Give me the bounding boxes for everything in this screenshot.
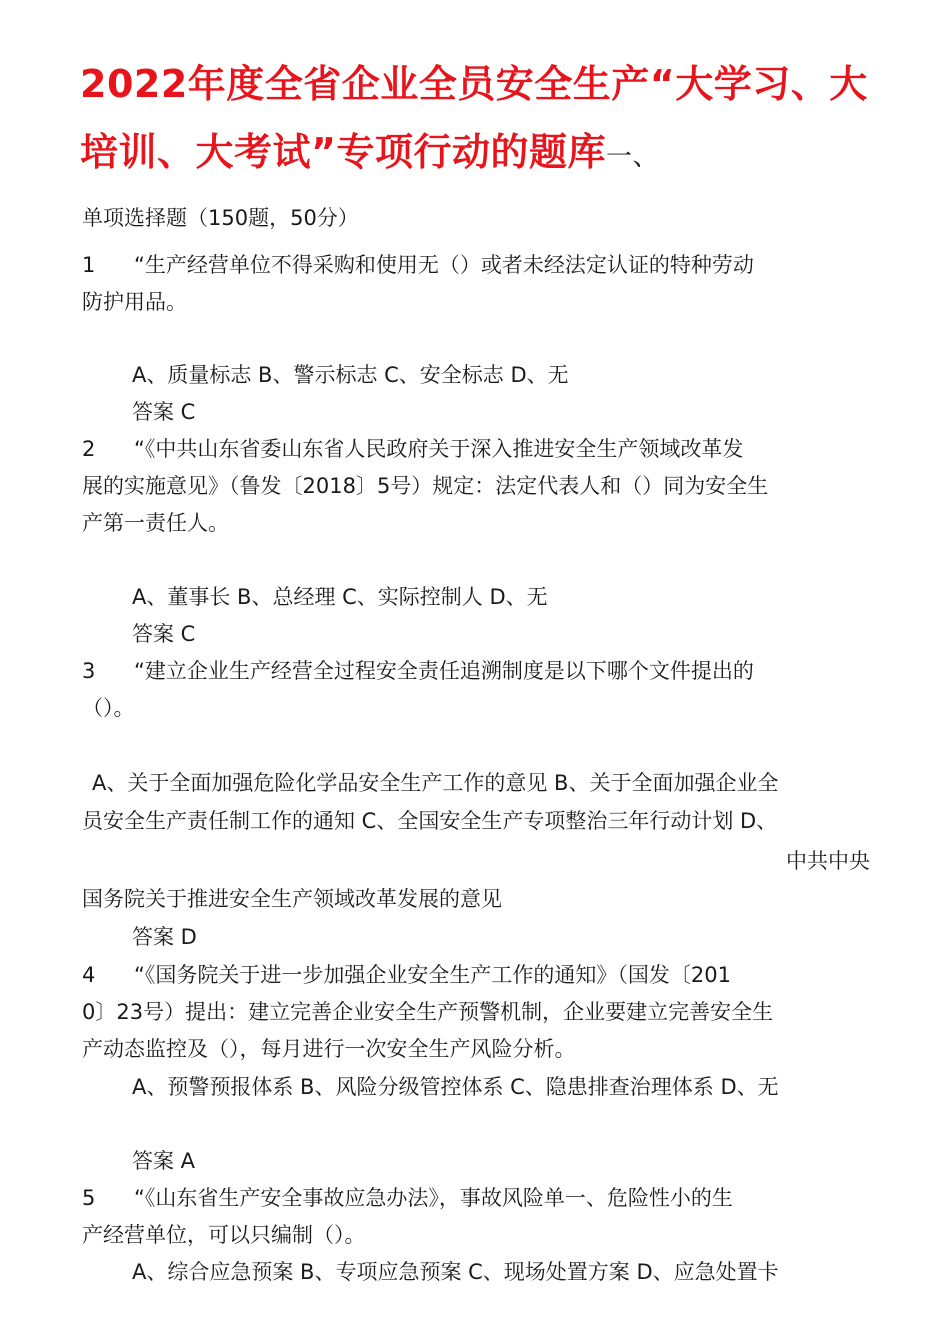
question-number: 2 bbox=[82, 437, 96, 461]
question-4-options: A、预警预报体系 B、风险分级管控体系 C、隐患排查治理体系 D、无 bbox=[132, 1075, 779, 1099]
question-4-answer: 答案 A bbox=[132, 1149, 196, 1173]
question-1-line2: 防护用品。 bbox=[82, 290, 187, 314]
question-3-options-line2: 员安全生产责任制工作的通知 C、全国安全生产专项整治三年行动计划 D、 bbox=[82, 809, 778, 833]
question-3-options-line4: 国务院关于推进安全生产领域改革发展的意见 bbox=[82, 887, 502, 911]
title-tail: 一、 bbox=[605, 142, 659, 172]
question-1-options: A、质量标志 B、警示标志 C、安全标志 D、无 bbox=[132, 363, 569, 387]
question-2-line3: 产第一责任人。 bbox=[82, 511, 229, 535]
question-3-line1 bbox=[82, 656, 754, 686]
question-3-line2: （）。 bbox=[82, 696, 135, 720]
question-3-answer: 答案 D bbox=[132, 925, 197, 949]
question-text: “《中共山东省委山东省人民政府关于深入推进安全生产领域改革发 bbox=[134, 437, 744, 461]
section-heading: 单项选择题（150题，50分） bbox=[82, 206, 359, 230]
question-5-options: A、综合应急预案 B、专项应急预案 C、现场处置方案 D、应急处置卡 bbox=[132, 1260, 779, 1284]
question-2-line1 bbox=[82, 434, 743, 464]
question-3-options-line1: A、关于全面加强危险化学品安全生产工作的意见 B、关于全面加强企业全 bbox=[92, 771, 779, 795]
question-3-options-line3: 中共中央 bbox=[786, 849, 870, 873]
question-number: 1 bbox=[82, 253, 96, 277]
title-text: 2022年度全省企业全员安全生产“大学习、大培训、大考试”专项行动的题库 bbox=[80, 62, 868, 174]
question-text: “生产经营单位不得采购和使用无（）或者未经法定认证的特种劳动 bbox=[134, 253, 754, 277]
question-number: 4 bbox=[82, 963, 96, 987]
question-1-answer: 答案 C bbox=[132, 400, 196, 424]
question-text: “建立企业生产经营全过程安全责任追溯制度是以下哪个文件提出的 bbox=[134, 659, 754, 683]
question-number: 5 bbox=[82, 1186, 96, 1210]
question-4-line1 bbox=[82, 960, 731, 990]
question-4-line3: 产动态监控及（），每月进行一次安全生产风险分析。 bbox=[82, 1037, 576, 1061]
question-5-line1 bbox=[82, 1183, 733, 1213]
document-title bbox=[80, 50, 880, 191]
question-text: “《山东省生产安全事故应急办法》，事故风险单一、危险性小的生 bbox=[134, 1186, 733, 1210]
question-4-line2: 0〕23号）提出：建立完善企业安全生产预警机制，企业要建立完善安全生 bbox=[82, 1000, 774, 1024]
question-text: “《国务院关于进一步加强企业安全生产工作的通知》（国发〔201 bbox=[134, 963, 731, 987]
question-5-line2: 产经营单位，可以只编制（）。 bbox=[82, 1223, 366, 1247]
question-2-line2: 展的实施意见》（鲁发〔2018〕5号）规定：法定代表人和（）同为安全生 bbox=[82, 474, 769, 498]
question-1-line1 bbox=[82, 250, 754, 280]
question-number: 3 bbox=[82, 659, 96, 683]
question-2-answer: 答案 C bbox=[132, 622, 196, 646]
question-2-options: A、董事长 B、总经理 C、实际控制人 D、无 bbox=[132, 585, 548, 609]
